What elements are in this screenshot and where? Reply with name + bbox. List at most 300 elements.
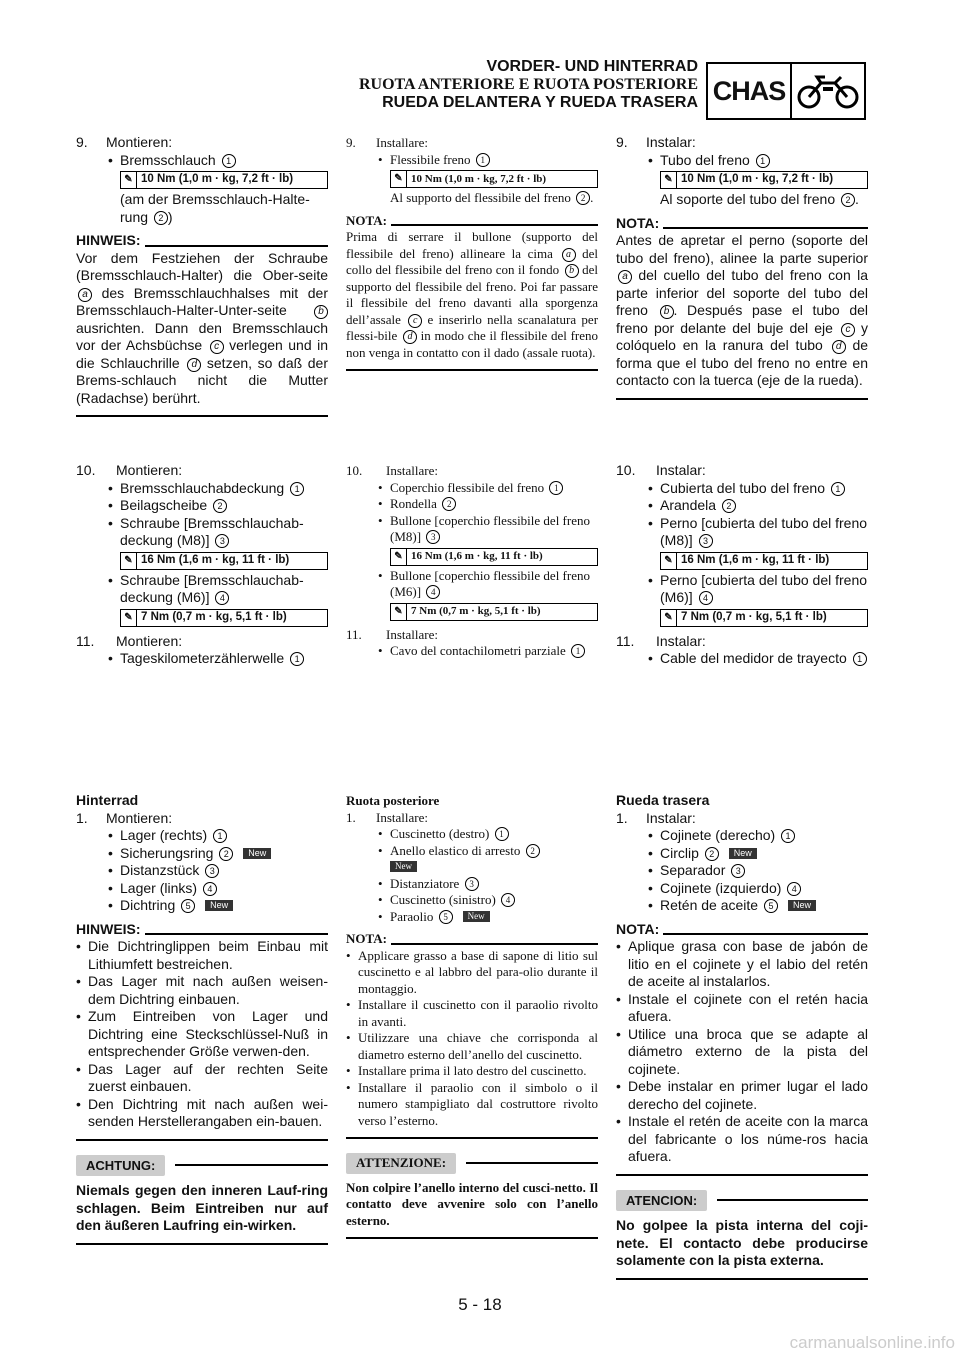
text: Cuscinetto (sinistro) <box>390 892 496 907</box>
text: Perno [cubierta del tubo del freno (M8)] <box>660 514 868 548</box>
section-heading: Hinterrad <box>76 792 139 808</box>
text: 7 Nm (0,7 m · kg, 5,1 ft · lb) <box>681 610 827 623</box>
text: Al soporte del tubo del freno <box>660 191 836 207</box>
text: Distanzstück <box>120 862 200 878</box>
text: 10. <box>76 462 96 478</box>
text: Rondella <box>390 496 437 511</box>
bullet: • <box>378 643 383 658</box>
text: Installare: <box>376 135 428 150</box>
text <box>76 515 328 550</box>
reference-number: c <box>210 340 224 354</box>
bullet: • <box>108 897 113 913</box>
torque-wrench-icon: ✎ <box>121 610 137 626</box>
text <box>346 931 598 948</box>
text <box>76 880 328 898</box>
bullet: • <box>648 479 653 496</box>
text: Den Dichtring mit nach außen wei-senden Herstellerangaben ein-bauen. <box>88 1095 328 1129</box>
text <box>120 515 328 550</box>
text <box>76 845 328 863</box>
rule-line <box>616 1278 868 1280</box>
text: Installare: <box>386 463 438 478</box>
torque-wrench-icon: ✎ <box>661 610 677 626</box>
torque-wrench-icon: ✎ <box>391 171 407 187</box>
text <box>346 1063 598 1080</box>
text <box>346 463 598 480</box>
text <box>390 480 563 497</box>
bullet: • <box>648 879 653 896</box>
caution-heading <box>76 1155 328 1177</box>
reference-number: b <box>565 264 579 278</box>
text: verlegen und in die Schlauchrille <box>76 337 328 371</box>
text <box>660 480 845 498</box>
text: Montieren: <box>106 134 173 150</box>
reference-number: d <box>403 330 417 344</box>
text: 1. <box>616 809 628 826</box>
it-rear-wheel <box>346 793 598 1239</box>
text: (am der Bremsschlauch-Halte-rung <box>120 191 310 225</box>
text <box>76 191 328 226</box>
it-step-10 <box>346 463 598 660</box>
text <box>660 572 868 607</box>
bullet: • <box>76 938 81 954</box>
text: Bremsschlauch <box>120 151 216 168</box>
reference-number: 2 <box>154 211 168 225</box>
text <box>76 862 328 880</box>
text <box>120 572 328 607</box>
text <box>346 190 598 207</box>
bullet: • <box>648 897 653 913</box>
bullet: • <box>616 990 621 1007</box>
reference-number: 3 <box>699 534 713 548</box>
text <box>76 921 328 939</box>
text <box>660 650 867 668</box>
reference-number: 3 <box>426 530 440 544</box>
text: Instalar: <box>646 134 696 150</box>
bullet: • <box>346 947 351 963</box>
text <box>390 643 585 660</box>
page-number: 5 - 18 <box>458 1295 502 1314</box>
text <box>120 827 227 845</box>
text <box>616 152 868 170</box>
text <box>616 1078 868 1113</box>
caution-label: ACHTUNG: <box>76 1155 165 1177</box>
text <box>390 892 515 909</box>
text: Installare il paraolio con il simbolo o il numero stampigliato dal costruttore rivolto verso l’esterno. <box>358 1079 598 1128</box>
text <box>76 480 328 498</box>
text: Ruota posteriore <box>346 793 440 808</box>
reference-number: b <box>660 305 674 319</box>
text <box>346 876 598 893</box>
bullet: • <box>378 842 383 858</box>
torque-spec <box>120 171 328 189</box>
reference-number: 1 <box>495 827 509 841</box>
text <box>76 152 328 170</box>
reference-number: 2 <box>526 844 540 858</box>
text: Arandela <box>660 497 717 513</box>
text: Prima di serrare il bullone (supporto del flessibile del freno) allineare la cima <box>346 229 598 261</box>
torque-spec <box>390 170 598 188</box>
bullet: • <box>616 1078 621 1094</box>
text <box>346 997 598 1030</box>
text: e inserirlo nella scanalatura per flessi-bile <box>346 311 599 343</box>
text <box>346 1080 598 1130</box>
text <box>120 845 271 863</box>
text <box>390 876 479 893</box>
rule-line <box>145 245 328 247</box>
text <box>76 497 328 515</box>
text: . <box>855 191 859 207</box>
text: del collo del flessibile del freno con il fondo <box>346 245 598 277</box>
section-titles <box>359 58 698 112</box>
text <box>616 497 868 515</box>
bullet: • <box>108 479 113 496</box>
text: 11. <box>346 626 362 642</box>
text <box>120 862 219 880</box>
title-it: RUOTA ANTERIORE E RUOTA POSTERIORE <box>358 76 698 93</box>
bullet: • <box>108 571 113 588</box>
section-badge <box>706 62 866 120</box>
text: Schraube [Bremsschlauchab-deckung (M8)] <box>120 514 304 548</box>
text: 10 Nm (1,0 m · kg, 7,2 ft · lb) <box>681 173 834 186</box>
rule-line <box>145 933 328 935</box>
text <box>346 948 598 998</box>
text <box>616 921 868 939</box>
text <box>616 938 868 991</box>
text <box>346 892 598 909</box>
text <box>120 880 217 898</box>
reference-number: c <box>841 323 855 337</box>
bullet: • <box>346 1079 351 1095</box>
text: Zum Eintreiben von Lager und Dichtring eine Steckschlüssel-Nuß in entsprechender Größe verwen-den. <box>88 1008 328 1059</box>
text <box>660 897 816 915</box>
text <box>76 827 328 845</box>
reference-number: 1 <box>476 153 490 167</box>
text <box>120 897 233 915</box>
text <box>76 134 328 152</box>
text: Antes de apretar el perno (soporte del tubo del freno), alinee la parte superior <box>616 232 868 266</box>
text <box>346 643 598 660</box>
rule-line <box>391 224 598 226</box>
text <box>616 862 868 880</box>
text: de forma que el tubo del freno no entre en contacto con la tuerca (eje de la rueda). <box>616 337 869 388</box>
bullet: • <box>648 827 653 843</box>
text: NOTA: <box>346 212 387 228</box>
text: Montieren: <box>106 809 173 826</box>
text: Montieren: <box>116 462 183 478</box>
rule-line <box>346 369 598 371</box>
reference-number: 3 <box>215 534 229 548</box>
reference-number: 2 <box>722 499 736 513</box>
rule-line <box>346 1237 598 1239</box>
bullet: • <box>108 650 113 666</box>
reference-number: 1 <box>213 829 227 843</box>
text <box>616 232 868 390</box>
reference-number: 3 <box>731 864 745 878</box>
text: 9. <box>616 134 628 150</box>
note-heading <box>76 232 328 250</box>
text: ausrichten. Dann den Bremsschlauch vor der Achsbüchse <box>76 319 328 353</box>
reference-number: 4 <box>699 591 713 605</box>
text <box>390 548 598 566</box>
text <box>616 191 868 209</box>
text: . <box>590 190 594 205</box>
text: Vor dem Festziehen der Schraube (Bremsschlauch-Halter) die Ober-seite <box>76 249 328 283</box>
watermark: carmanualsonline.info <box>789 1333 955 1352</box>
reference-number: 2 <box>841 193 855 207</box>
text: Sicherungsring <box>120 844 214 861</box>
text: Lager (rechts) <box>120 827 208 843</box>
rule-line <box>76 1243 328 1245</box>
text <box>76 897 328 915</box>
bullet: • <box>648 844 653 861</box>
text: Installare prima il lato destro del cuscinetto. <box>358 1063 587 1078</box>
text: Cojinete (derecho) <box>660 827 776 843</box>
text <box>390 603 598 621</box>
caution-label: ATTENZIONE: <box>346 1153 456 1174</box>
caution-text: Niemals gegen den inneren Lauf-ring schlagen. Beim Eintreiben nur auf den äußeren Laufring ein-wirken. <box>76 1182 328 1233</box>
text: NOTA: <box>616 214 660 231</box>
text <box>616 480 868 498</box>
text: 7 Nm (0,7 m · kg, 5,1 ft · lb) <box>141 610 287 623</box>
new-badge: New <box>390 861 417 872</box>
reference-number: 1 <box>781 829 795 843</box>
bullet: • <box>648 151 653 168</box>
text <box>616 991 868 1026</box>
text <box>76 973 328 1008</box>
text: NOTA: <box>346 931 387 946</box>
reference-number: 3 <box>465 877 479 891</box>
text: Lager (links) <box>120 879 198 896</box>
text: Circlip <box>660 844 699 861</box>
text <box>76 810 328 828</box>
text <box>616 897 868 915</box>
text: Cojinete (izquierdo) <box>660 879 782 896</box>
bullet: • <box>378 908 383 924</box>
reference-number: 1 <box>222 154 236 168</box>
new-badge: New <box>788 900 816 911</box>
text: Instalar: <box>656 462 706 478</box>
text: HINWEIS: <box>76 920 141 937</box>
es-step-10 <box>616 462 868 668</box>
rule-line <box>175 1164 328 1166</box>
text: Bremsschlauchabdeckung <box>120 479 285 496</box>
text <box>616 1026 868 1079</box>
de-step-9 <box>76 134 328 417</box>
text: Applicare grasso a base di sapone di litio sul cuscinetto e al labbro del para-olio durante il montaggio. <box>358 947 598 996</box>
text: 9. <box>76 134 88 150</box>
bullet: • <box>378 512 383 528</box>
text <box>120 497 227 515</box>
text: Al supporto del flessibile del freno <box>390 190 571 205</box>
text <box>346 496 598 513</box>
text: Installare: <box>386 626 438 642</box>
text <box>616 462 868 480</box>
text: Installare: <box>376 809 428 825</box>
text: Paraolio <box>390 908 434 924</box>
bullet: • <box>76 1060 81 1077</box>
text <box>120 480 304 498</box>
bullet: • <box>346 1063 351 1078</box>
text: Die Dichtringlippen beim Einbau mit Lithiumfett bestreichen. <box>88 938 328 972</box>
text: 11. <box>76 632 95 649</box>
text <box>76 650 328 668</box>
bullet: • <box>76 1095 81 1112</box>
text <box>346 213 598 230</box>
it-step-9 <box>346 135 598 371</box>
torque-spec <box>120 552 328 570</box>
text <box>660 552 868 570</box>
rule-line <box>616 398 868 400</box>
text <box>76 1008 328 1061</box>
text: Schraube [Bremsschlauchab-deckung (M6)] <box>120 571 304 605</box>
text: Installare il cuscinetto con il paraolio rivolto in avanti. <box>358 997 598 1029</box>
reference-number: 5 <box>181 899 195 913</box>
reference-number: 1 <box>571 644 585 658</box>
text <box>346 1153 598 1174</box>
text: Instalar: <box>656 632 706 649</box>
text: Anello elastico di arresto <box>390 842 521 858</box>
text: 10. <box>346 463 363 478</box>
bullet: • <box>378 151 383 167</box>
text <box>660 845 757 863</box>
bullet: • <box>616 1113 621 1129</box>
new-badge: New <box>463 911 490 922</box>
bullet: • <box>378 567 383 583</box>
text: Aplique grasa con base de jabón de litio en el cojinete y el labio del retén de aceite al instalarlos. <box>628 938 868 989</box>
reference-number: 1 <box>756 154 770 168</box>
text <box>616 572 868 607</box>
text <box>346 810 598 827</box>
motorcycle-icon <box>792 64 864 118</box>
text: Tageskilometerzählerwelle <box>120 650 285 666</box>
text: 10. <box>616 462 636 478</box>
reference-number: a <box>78 288 92 302</box>
reference-number: d <box>187 358 201 372</box>
reference-number: 5 <box>439 910 453 924</box>
reference-number: 1 <box>290 652 304 666</box>
text <box>660 152 770 170</box>
text: HINWEIS: <box>76 232 141 248</box>
text <box>390 843 540 876</box>
torque-wrench-icon: ✎ <box>121 172 137 188</box>
text: Coperchio flessibile del freno <box>390 479 545 495</box>
text <box>76 938 328 973</box>
bullet: • <box>76 973 81 989</box>
text: Cuscinetto (destro) <box>390 826 490 841</box>
de-step-10 <box>76 462 328 668</box>
text <box>616 633 868 651</box>
text: Montieren: <box>116 632 183 649</box>
text: Bullone [coperchio flessibile del freno (M6)] <box>390 567 590 599</box>
reference-number: 4 <box>203 882 217 896</box>
text <box>346 513 598 546</box>
bullet: • <box>378 496 383 511</box>
bullet: • <box>378 826 383 841</box>
de-rear-wheel <box>76 792 328 1245</box>
text <box>660 497 736 515</box>
text <box>660 515 868 550</box>
text: Utilice una broca que se adapte al diámetro externo de la pista del cojinete. <box>628 1025 868 1077</box>
rule-line <box>76 1139 328 1141</box>
text <box>390 496 456 513</box>
reference-number: a <box>618 270 632 284</box>
rule-line <box>663 227 868 229</box>
title-de: VORDER- UND HINTERRAD <box>486 58 698 75</box>
reference-number: 1 <box>549 481 563 495</box>
text: Das Lager mit nach außen weisen-dem Dichtring einbauen. <box>88 973 328 1007</box>
text <box>346 152 598 169</box>
text: setzen, so daß der Brems-schlauch nicht die Mutter (Radachse) berührt. <box>76 354 328 406</box>
text <box>616 1113 868 1166</box>
text <box>76 1061 328 1096</box>
torque-spec <box>120 609 328 627</box>
text <box>616 827 868 845</box>
text: Non colpire l’anello interno del cusci-netto. Il contatto deve avvenire solo con l’anello esterno. <box>346 1179 598 1228</box>
text: Instalar: <box>646 809 696 826</box>
new-badge: New <box>729 848 757 859</box>
reference-number: 5 <box>764 899 778 913</box>
text <box>346 909 598 926</box>
caution-label: ATENCION: <box>616 1190 707 1212</box>
text <box>120 152 236 170</box>
text <box>795 69 861 113</box>
text <box>120 650 304 668</box>
text <box>660 880 801 898</box>
text: 1. <box>346 809 356 825</box>
text: Perno [cubierta del tubo del freno (M6)] <box>660 571 868 605</box>
text: Retén de aceite <box>660 897 759 913</box>
new-badge: New <box>243 848 271 859</box>
text <box>660 609 868 627</box>
text <box>76 462 328 480</box>
bullet: • <box>108 151 113 168</box>
text <box>616 134 868 152</box>
torque-wrench-icon: ✎ <box>661 553 677 569</box>
rule-line <box>391 943 598 945</box>
text: Cavo del contachilometri parziale <box>390 643 566 658</box>
bullet: • <box>378 479 383 495</box>
text: del cuello del tubo del freno con la parte inferior del soporte del tubo del freno <box>616 267 868 318</box>
text: 10 Nm (1,0 m · kg, 7,2 ft · lb) <box>141 173 294 186</box>
text: Rueda trasera <box>616 792 710 808</box>
bullet: • <box>76 1008 81 1024</box>
text: 16 Nm (1,6 m · kg, 11 ft · lb) <box>411 550 543 563</box>
bullet: • <box>108 514 113 531</box>
text <box>660 862 745 880</box>
torque-wrench-icon: ✎ <box>661 172 677 188</box>
rule-line <box>346 1137 598 1139</box>
bullet: • <box>108 862 113 878</box>
text: 11. <box>616 632 635 649</box>
bullet: • <box>648 862 653 878</box>
bullet: • <box>108 497 113 513</box>
title-es: RUEDA DELANTERA Y RUEDA TRASERA <box>382 94 698 111</box>
bullet: • <box>648 514 653 531</box>
text: Bullone [coperchio flessibile del freno (M8)] <box>390 512 590 544</box>
reference-number: 1 <box>853 652 867 666</box>
bullet: • <box>648 497 653 513</box>
text <box>390 826 509 843</box>
text: Beilagscheibe <box>120 497 208 513</box>
text: Utilizzare una chiave che corrisponda al diametro esterno dell’anello del cuscinetto. <box>358 1030 598 1062</box>
bullet: • <box>108 827 113 843</box>
page-header <box>0 56 960 126</box>
text: Separador <box>660 862 726 878</box>
text: 16 Nm (1,6 m · kg, 11 ft · lb) <box>141 553 290 566</box>
reference-number: 4 <box>787 882 801 896</box>
reference-number: 4 <box>426 585 440 599</box>
rule-line <box>76 415 328 417</box>
